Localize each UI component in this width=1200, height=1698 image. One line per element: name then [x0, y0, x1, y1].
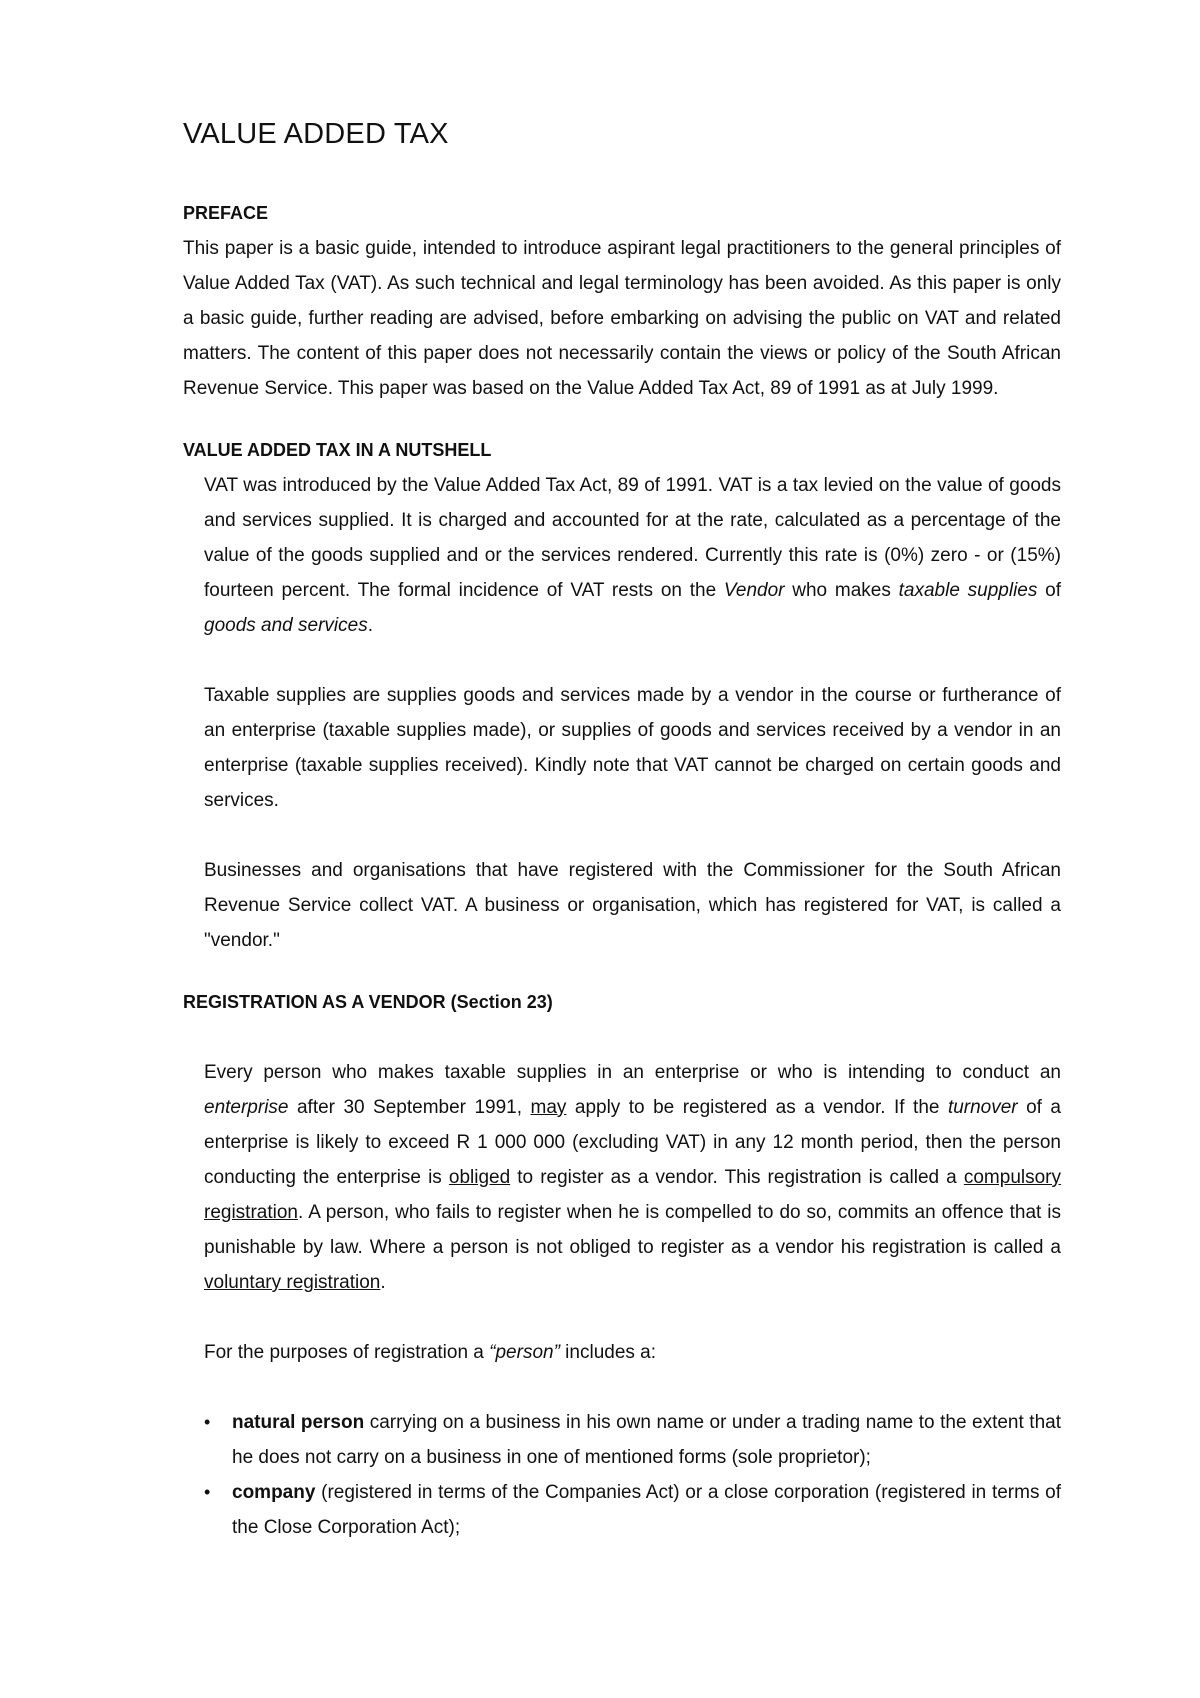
registration-p1-text-d: of a enterprise is likely to exceed R 1 000 000 (excluding VAT) in any 12 month period, then the person conducting the enterprise is [204, 1097, 1061, 1188]
compulsory-registration-term: compulsory registration [204, 1167, 1062, 1223]
preface-heading: PREFACE [183, 203, 269, 223]
bullet-text: carrying on a business in his own name or under a trading name to the extent that he does not carry on a business in one of mentioned forms (sole proprietor); [232, 1412, 1061, 1468]
document-page [183, 105, 1061, 1545]
nutshell-p1-text-a: VAT was introduced by the Value Added Tax Act, 89 of 1991. VAT is a tax levied on the value of goods and services supplied. It is charged and accounted for at the rate, calculated as a percentage of the value of the goods supplied and or the services rendered. Currently this rate is (0%) zero - or (15%) fourteen percent. The formal incidence of VAT rests on the [204, 475, 1061, 601]
registration-p2-text-b: includes a: [559, 1342, 657, 1363]
voluntary-registration-term: voluntary registration [204, 1272, 381, 1293]
person-types-list [183, 1405, 1061, 1545]
nutshell-p1-text-d: . [367, 615, 373, 636]
goods-and-services-term: goods and services [204, 615, 368, 636]
nutshell-paragraph-3: Businesses and organisations that have registered with the Commissioner for the South African Revenue Service collect VAT. A business or organisation, which has registered for VAT, is called a "vendor." [204, 860, 1061, 951]
bullet-icon: • [204, 1482, 211, 1502]
person-term: “person” [489, 1342, 560, 1363]
nutshell-paragraph-2: Taxable supplies are supplies goods and services made by a vendor in the course or furtherance of an enterprise (taxable supplies made), or supplies of goods and services received by a vendor in an enterprise (taxable supplies received). Kindly note that VAT cannot be charged on certain goods and services. [204, 685, 1061, 811]
registration-p1-text-e: to register as a vendor. This registration is called a [510, 1167, 964, 1188]
nutshell-paragraph-1 [204, 468, 1061, 643]
registration-p1-text-a: Every person who makes taxable supplies in an enterprise or who is intending to conduct an [204, 1062, 1061, 1083]
bullet-icon: • [204, 1412, 211, 1432]
list-item [204, 1405, 1061, 1475]
vendor-term: Vendor [723, 580, 785, 601]
page-title: VALUE ADDED TAX [183, 118, 449, 150]
registration-p1-text-b: after 30 September 1991, [288, 1097, 531, 1118]
preface-paragraph: This paper is a basic guide, intended to introduce aspirant legal practitioners to the general principles of Value Added Tax (VAT). As such technical and legal terminology has been avoided. As this paper is only a basic guide, further reading are advised, before embarking on advising the public on VAT and related matters. The content of this paper does not necessarily contain the views or policy of the South African Revenue Service. This paper was based on the Value Added Tax Act, 89 of 1991 as at July 1999. [183, 238, 1061, 399]
registration-p1-text-f: . A person, who fails to register when he is compelled to do so, commits an offence that is punishable by law. Where a person is not obliged to register as a vendor his registration is called a [204, 1202, 1061, 1258]
enterprise-term: enterprise [204, 1097, 289, 1118]
nutshell-p1-text-c: of [1037, 580, 1062, 601]
registration-paragraph-1 [204, 1055, 1061, 1300]
bullet-term: natural person [232, 1412, 365, 1433]
list-item [204, 1475, 1061, 1545]
registration-heading: REGISTRATION AS A VENDOR (Section 23) [183, 992, 553, 1012]
nutshell-p1-text-b: who makes [784, 580, 899, 601]
taxable-supplies-term: taxable supplies [898, 580, 1038, 601]
bullet-term: company [232, 1482, 316, 1503]
bullet-text: (registered in terms of the Companies Act) or a close corporation (registered in terms of the Close Corporation Act); [232, 1482, 1061, 1538]
registration-p1-text-c: apply to be registered as a vendor. If the [566, 1097, 948, 1118]
nutshell-heading: VALUE ADDED TAX IN A NUTSHELL [183, 440, 492, 460]
registration-p1-text-g: . [380, 1272, 386, 1293]
may-term: may [530, 1097, 567, 1118]
registration-paragraph-2 [204, 1335, 1061, 1370]
obliged-term: obliged [448, 1167, 511, 1188]
registration-p2-text-a: For the purposes of registration a [204, 1342, 490, 1363]
turnover-term: turnover [947, 1097, 1018, 1118]
